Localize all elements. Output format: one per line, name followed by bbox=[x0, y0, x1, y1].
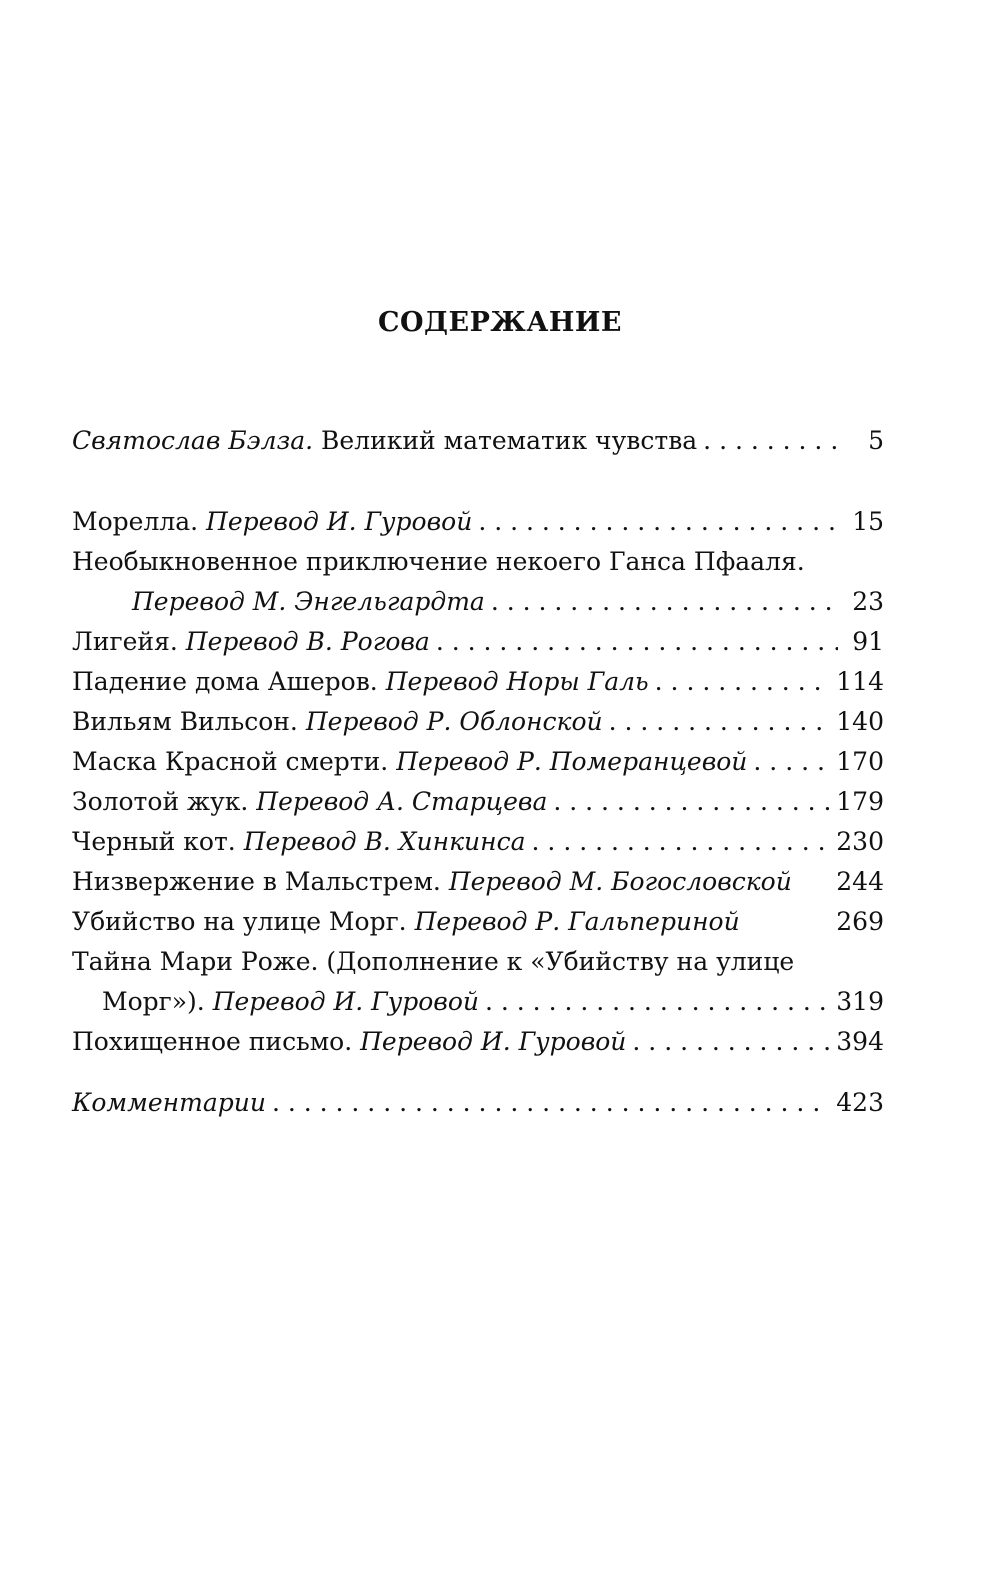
toc-dots bbox=[478, 502, 838, 542]
toc-dots bbox=[609, 702, 831, 742]
toc-entry-text bbox=[102, 982, 479, 1022]
toc-dots bbox=[703, 421, 838, 461]
toc-dots bbox=[436, 622, 838, 662]
toc-entry-text bbox=[72, 662, 649, 702]
toc-entry-page: 114 bbox=[836, 667, 884, 696]
page-title: СОДЕРЖАНИЕ bbox=[378, 307, 622, 338]
toc-entry-text bbox=[72, 502, 472, 542]
toc-entry-page: 244 bbox=[836, 867, 884, 896]
toc-entry-text bbox=[72, 822, 526, 862]
toc-entry-translator: Перевод Норы Галь bbox=[385, 667, 649, 696]
toc-entry-text bbox=[72, 902, 740, 942]
toc-entry bbox=[72, 502, 884, 542]
toc-dots bbox=[553, 782, 830, 822]
toc-entry-text bbox=[72, 782, 547, 822]
toc-entry bbox=[72, 782, 884, 822]
toc-entry bbox=[72, 662, 884, 702]
toc-entry-page: 179 bbox=[836, 787, 884, 816]
toc-entry bbox=[72, 622, 884, 662]
toc-entry-text bbox=[72, 702, 603, 742]
toc-entry-title-cont: Морг»). bbox=[102, 987, 205, 1016]
toc-entry-translator: Перевод Р. Облонской bbox=[305, 707, 603, 736]
toc-entry bbox=[72, 902, 884, 942]
toc-dots bbox=[532, 822, 831, 862]
toc-entry-page: 91 bbox=[852, 627, 884, 656]
toc-dots bbox=[655, 662, 831, 702]
toc-entry bbox=[72, 742, 884, 782]
toc-entry-title: Низвержение в Мальстрем. bbox=[72, 867, 441, 896]
toc-entry-page: 140 bbox=[836, 707, 884, 736]
toc-commentary-title: Комментарии bbox=[72, 1088, 266, 1117]
toc-entry-translator: Перевод А. Старцева bbox=[256, 787, 548, 816]
toc-entry-translator: Перевод Р. Померанцевой bbox=[396, 747, 748, 776]
toc-entry bbox=[72, 862, 884, 902]
toc-entry-page: 394 bbox=[836, 1027, 884, 1056]
toc-entry-title: Морелла. bbox=[72, 507, 199, 536]
toc-entry-page: 319 bbox=[836, 987, 884, 1016]
toc-entry-title: Вильям Вильсон. bbox=[72, 707, 298, 736]
toc-intro-text bbox=[72, 421, 697, 461]
toc-entry bbox=[102, 982, 884, 1022]
toc-entry-text bbox=[72, 862, 792, 902]
toc-intro-title: Великий математик чувства bbox=[321, 426, 698, 455]
toc-entry-text bbox=[72, 742, 747, 782]
toc-entry bbox=[72, 1022, 884, 1062]
toc-entry-translator: Перевод И. Гуровой bbox=[360, 1027, 627, 1056]
toc-entry-translator: Перевод М. Богословской bbox=[448, 867, 792, 896]
toc-entry bbox=[72, 702, 884, 742]
toc-entry-page: 15 bbox=[852, 507, 884, 536]
toc-entry bbox=[72, 822, 884, 862]
toc-intro-page: 5 bbox=[868, 426, 884, 455]
toc-entry-text bbox=[72, 1022, 626, 1062]
toc-entry-title-line bbox=[72, 542, 884, 582]
toc-entry-title: Лигейя. bbox=[72, 627, 178, 656]
toc-dots bbox=[485, 982, 830, 1022]
toc-entry-title: Золотой жук. bbox=[72, 787, 249, 816]
toc-entry-translator: Перевод И. Гуровой bbox=[212, 987, 479, 1016]
toc-entry-translator: Перевод Р. Гальпериной bbox=[414, 907, 740, 936]
toc-entry-translator: Перевод М. Энгельгардта bbox=[132, 587, 485, 616]
toc-commentary bbox=[72, 1083, 884, 1123]
toc-entry-translator: Перевод В. Хинкинса bbox=[243, 827, 526, 856]
toc-dots bbox=[753, 742, 830, 782]
toc-dots bbox=[632, 1022, 830, 1062]
toc-entry bbox=[132, 582, 884, 622]
toc-entry-title-line bbox=[72, 942, 884, 982]
toc-entry-text bbox=[72, 622, 430, 662]
toc-entry-page: 23 bbox=[852, 587, 884, 616]
toc-entry-title: Тайна Мари Роже. (Дополнение к «Убийству на улице bbox=[72, 947, 795, 976]
toc-entry-page: 230 bbox=[836, 827, 884, 856]
toc-entry-title: Убийство на улице Морг. bbox=[72, 907, 407, 936]
toc-intro bbox=[72, 421, 884, 461]
toc-intro-author: Святослав Бэлза. bbox=[72, 426, 314, 455]
toc-entry-title: Необыкновенное приключение некоего Ганса Пфааля. bbox=[72, 547, 805, 576]
toc-entry-title: Похищенное письмо. bbox=[72, 1027, 353, 1056]
toc-commentary-page: 423 bbox=[836, 1088, 884, 1117]
toc-dots bbox=[272, 1083, 830, 1123]
toc-entry-title: Падение дома Ашеров. bbox=[72, 667, 378, 696]
toc-entry-title: Черный кот. bbox=[72, 827, 236, 856]
toc-entry-translator: Перевод В. Рогова bbox=[185, 627, 430, 656]
toc-entry-page: 269 bbox=[836, 907, 884, 936]
toc-entry-title: Маска Красной смерти. bbox=[72, 747, 389, 776]
toc-dots bbox=[491, 582, 838, 622]
toc-entry-page: 170 bbox=[836, 747, 884, 776]
toc-entry-translator: Перевод И. Гуровой bbox=[206, 507, 473, 536]
